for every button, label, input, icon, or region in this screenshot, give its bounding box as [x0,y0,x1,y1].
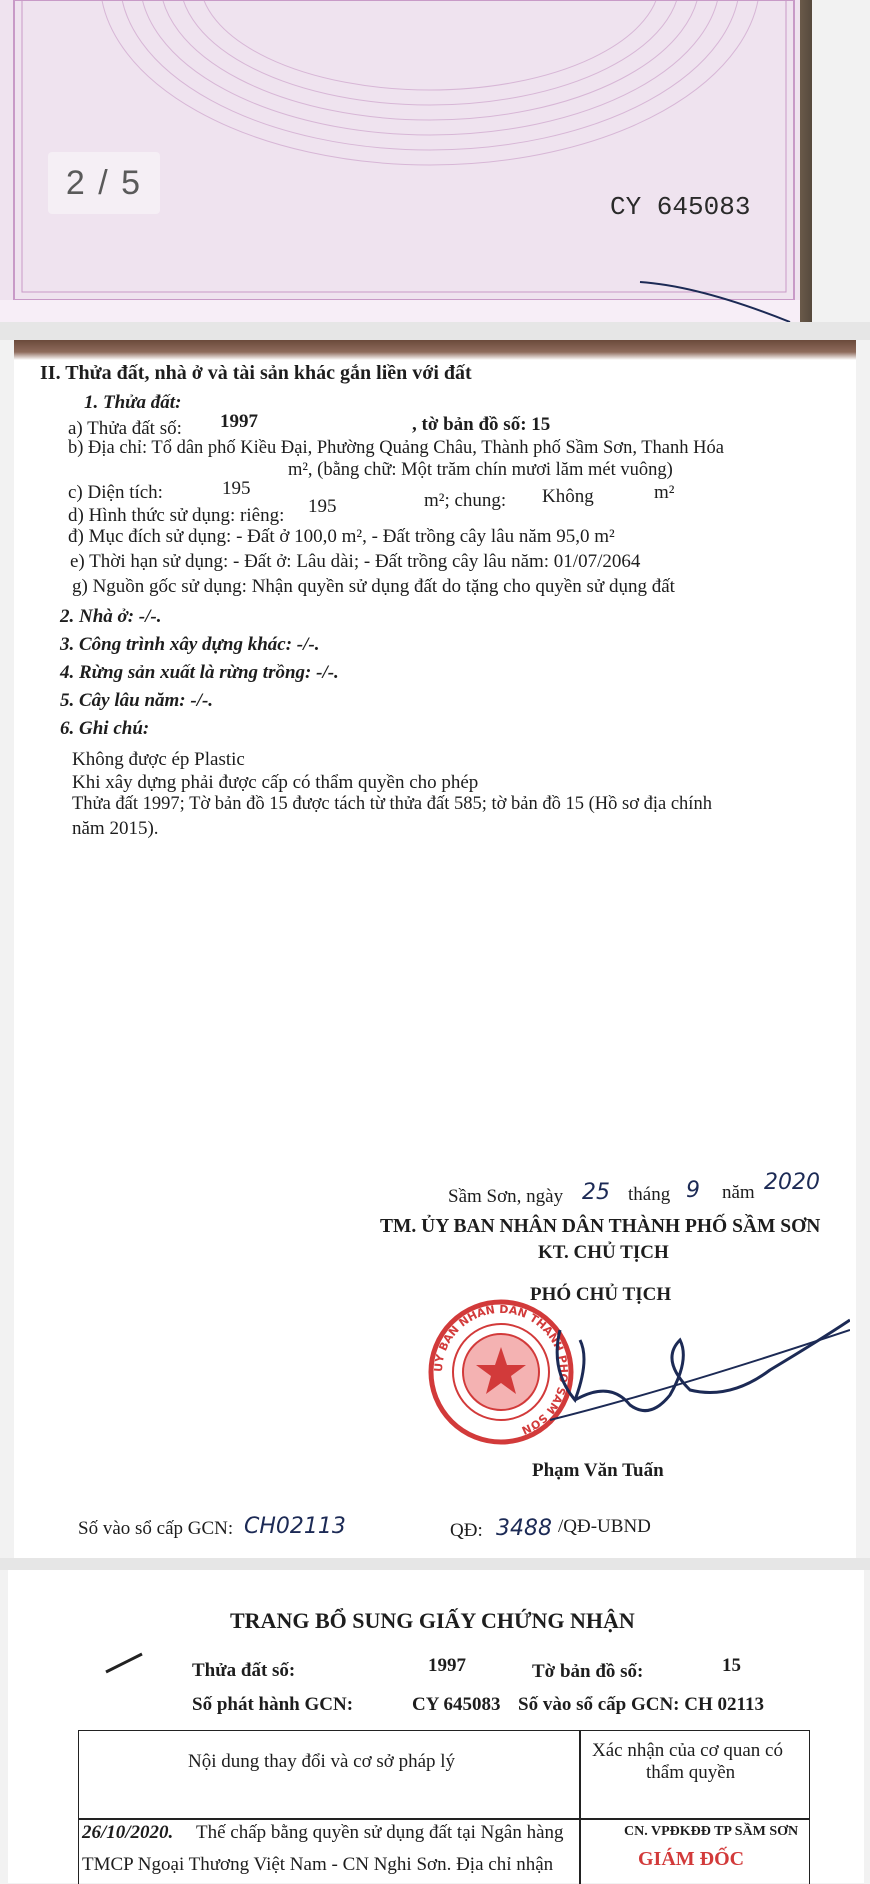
row-content-2: TMCP Ngoại Thương Việt Nam - CN Nghi Sơn. Địa chỉ nhận [82,1854,554,1875]
decision-number: 3488 [496,1516,552,1541]
table-header-confirm-2: thẩm quyền [646,1762,736,1783]
heading-house: 2. Nhà ở: -/-. [60,606,162,627]
usage-form-rest: m²; chung: [424,490,507,511]
supplement-title: TRANG BỔ SUNG GIẤY CHỨNG NHẬN [230,1608,635,1633]
handwritten-signature [520,1300,850,1460]
usage-form-label: d) Hình thức sử dụng: riêng: [68,505,285,526]
supp-issue-label: Số phát hành GCN: [192,1694,354,1715]
date-day: 25 [582,1180,610,1205]
supp-issue-value: CY 645083 [412,1694,501,1715]
parcel-number-value: 1997 [220,411,258,432]
signer-role-2: PHÓ CHỦ TỊCH [530,1284,672,1305]
usage-origin: g) Nguồn gốc sử dụng: Nhận quyền sử dụng đất do tặng cho quyền sử dụng đất [72,576,675,597]
usage-term: e) Thời hạn sử dụng: - Đất ở: Lâu dài; - Đất trồng cây lâu năm: 01/07/2064 [70,551,641,572]
supp-map-label: Tờ bản đồ số: [532,1661,644,1682]
heading-other-works: 3. Công trình xây dựng khác: -/-. [60,634,320,655]
table-surface [800,0,812,322]
gcn-register-value: CH02113 [244,1514,346,1539]
parcel-number-label: a) Thửa đất số: [68,418,182,439]
table-header-confirm-1: Xác nhận của cơ quan có [592,1740,783,1761]
heading-forest: 4. Rừng sản xuất là rừng trồng: -/-. [60,662,339,683]
supp-register: Số vào sổ cấp GCN: CH 02113 [518,1694,764,1715]
decision-label: QĐ: [450,1520,483,1541]
usage-form-unit: m² [654,482,675,503]
certificate-serial: CY 645083 [610,192,751,222]
supp-parcel-value: 1997 [428,1655,466,1676]
usage-form-private: 195 [308,496,337,517]
pen-mark [104,1650,144,1674]
section-title: II. Thửa đất, nhà ở và tài sản khác gắn liền với đất [40,362,472,384]
supp-map-value: 15 [722,1655,741,1676]
table-header-changes: Nội dung thay đổi và cơ sở pháp lý [188,1751,456,1772]
page-gap [0,1558,870,1570]
note-line-2: Khi xây dựng phải được cấp có thẩm quyền cho phép [72,772,479,793]
map-sheet: , tờ bản đồ số: 15 [412,414,551,435]
supp-parcel-label: Thửa đất số: [192,1660,296,1681]
page-top-edge [14,340,856,360]
area-unit-words: m², (bằng chữ: Một trăm chín mươi lăm mét vuông) [288,460,673,480]
row-org: CN. VPĐKĐĐ TP SẦM SƠN [624,1824,799,1839]
address: b) Địa chỉ: Tổ dân phố Kiều Đại, Phường Quảng Châu, Thành phố Sầm Sơn, Thanh Hóa [68,438,724,458]
seal-text: ỦY BAN NHÂN DÂN THÀNH PHỐ SẦM SƠN [431,1302,571,1437]
heading-parcel: 1. Thửa đất: [84,392,182,413]
area-value: 195 [222,478,251,499]
gcn-register-label: Số vào sổ cấp GCN: [78,1518,234,1539]
decision-suffix: /QĐ-UBND [558,1516,651,1537]
area-label: c) Diện tích: [68,482,163,503]
heading-perennial: 5. Cây lâu năm: -/-. [60,690,214,711]
note-line-4: năm 2015). [72,818,159,839]
date-month-label: tháng [628,1184,671,1205]
usage-purpose: đ) Mục đích sử dụng: - Đất ở 100,0 m², - Đất trồng cây lâu năm 95,0 m² [68,526,615,547]
note-line-3: Thửa đất 1997; Tờ bản đồ 15 được tách từ thửa đất 585; tờ bản đồ 15 (Hồ sơ địa chính [72,794,712,814]
date-place: Sầm Sơn, ngày [448,1186,564,1207]
usage-form-common: Không [542,486,594,507]
heading-notes: 6. Ghi chú: [60,718,150,739]
row-role: GIÁM ĐỐC [638,1848,745,1870]
date-month: 9 [686,1178,700,1203]
date-year-label: năm [722,1182,755,1203]
page-gap [0,322,870,340]
row-date: 26/10/2020. [82,1822,174,1843]
date-year: 2020 [764,1170,820,1195]
signer-role-1: KT. CHỦ TỊCH [538,1242,669,1263]
issuing-authority: TM. ỦY BAN NHÂN DÂN THÀNH PHỐ SẦM SƠN [380,1216,821,1237]
signer-name: Phạm Văn Tuấn [532,1460,664,1481]
page-counter: 2 / 5 [48,152,160,214]
row-content-1: Thế chấp bằng quyền sử dụng đất tại Ngân hàng [196,1822,564,1843]
note-line-1: Không được ép Plastic [72,749,245,770]
